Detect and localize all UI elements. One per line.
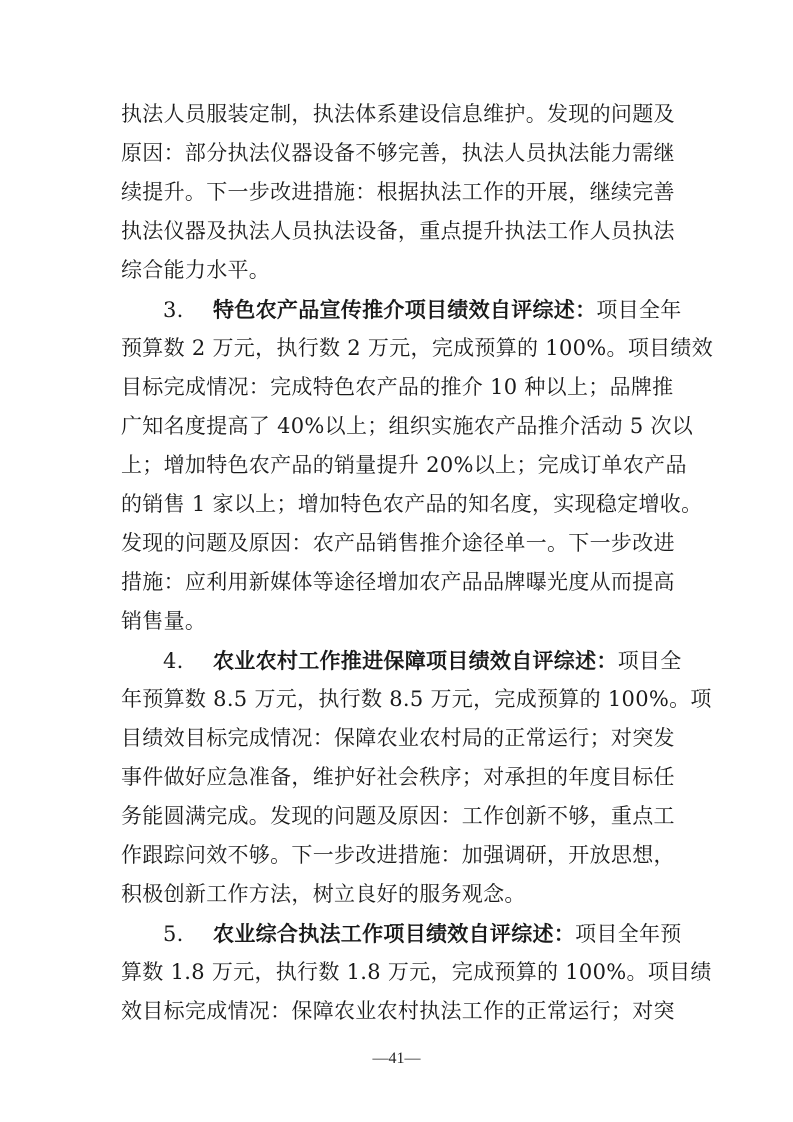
text-line xyxy=(121,290,681,329)
line-text: 作跟踪问效不够。下一步改进措施：加强调研，开放思想， xyxy=(121,843,675,867)
text-line xyxy=(121,680,712,719)
line-text: 项目全 xyxy=(617,649,682,673)
line-text: 广知名度提高了 40%以上；组织实施农产品推介活动 5 次以 xyxy=(121,414,694,438)
text-line xyxy=(121,407,694,446)
item-number: 5. xyxy=(163,922,184,946)
line-text: 销售量。 xyxy=(121,609,207,633)
item-number: 4. xyxy=(163,649,184,673)
text-line xyxy=(121,758,681,797)
text-line xyxy=(121,329,714,368)
text-line xyxy=(121,173,681,212)
line-text: 务能圆满完成。发现的问题及原因：工作创新不够，重点工 xyxy=(121,804,675,828)
line-text: 综合能力水平。 xyxy=(121,258,271,282)
item-number: 3. xyxy=(163,298,184,322)
item-heading: 特色农产品宣传推介项目绩效自评综述： xyxy=(213,297,597,322)
text-line xyxy=(121,602,681,641)
line-text: 发现的问题及原因：农产品销售推介途径单一。下一步改进 xyxy=(121,531,675,555)
line-text: 预算数 2 万元，执行数 2 万元，完成预算的 100%。项目绩效 xyxy=(121,336,714,360)
line-text: 效目标完成情况：保障农业农村执法工作的正常运行；对突 xyxy=(121,999,675,1023)
line-text: 措施：应利用新媒体等途径增加农产品品牌曝光度从而提高 xyxy=(121,570,675,594)
line-text: 项目全年预 xyxy=(575,922,682,946)
text-line xyxy=(121,953,712,992)
text-line xyxy=(121,563,681,602)
line-text: 项目全年 xyxy=(596,298,682,322)
line-text: 原因：部分执法仪器设备不够完善，执法人员执法能力需继 xyxy=(121,141,675,165)
text-line xyxy=(121,914,681,953)
text-line xyxy=(121,875,681,914)
text-line xyxy=(121,641,681,680)
line-text: 目绩效目标完成情况：保障农业农村局的正常运行；对突发 xyxy=(121,726,675,750)
text-line xyxy=(121,836,681,875)
line-text: 目标完成情况：完成特色农产品的推介 10 种以上；品牌推 xyxy=(121,375,674,399)
text-line xyxy=(121,719,681,758)
text-line xyxy=(121,251,681,290)
text-line xyxy=(121,446,687,485)
text-line xyxy=(121,524,681,563)
text-line xyxy=(121,797,681,836)
text-line xyxy=(121,212,681,251)
text-line xyxy=(121,134,681,173)
text-line xyxy=(121,992,681,1031)
line-text: 的销售 1 家以上；增加特色农产品的知名度，实现稳定增收。 xyxy=(121,492,703,516)
page-number: —41— xyxy=(372,1050,421,1067)
line-text: 执法仪器及执法人员执法设备，重点提升执法工作人员执法 xyxy=(121,219,675,243)
text-line xyxy=(121,368,681,407)
line-text: 执法人员服装定制，执法体系建设信息维护。发现的问题及 xyxy=(121,102,675,126)
line-text: 事件做好应急准备，维护好社会秩序；对承担的年度目标任 xyxy=(121,765,675,789)
line-text: 年预算数 8.5 万元，执行数 8.5 万元，完成预算的 100%。项 xyxy=(121,687,712,711)
line-text: 积极创新工作方法，树立良好的服务观念。 xyxy=(121,882,526,906)
line-text: 上；增加特色农产品的销量提升 20%以上；完成订单农产品 xyxy=(121,453,687,477)
item-heading: 农业农村工作推进保障项目绩效自评综述： xyxy=(213,648,618,673)
text-line xyxy=(121,485,703,524)
line-text: 续提升。下一步改进措施：根据执法工作的开展，继续完善 xyxy=(121,180,675,204)
line-text: 算数 1.8 万元，执行数 1.8 万元，完成预算的 100%。项目绩 xyxy=(121,960,712,984)
text-line xyxy=(121,95,681,134)
item-heading: 农业综合执法工作项目绩效自评综述： xyxy=(213,921,576,946)
document-body xyxy=(121,95,714,1031)
